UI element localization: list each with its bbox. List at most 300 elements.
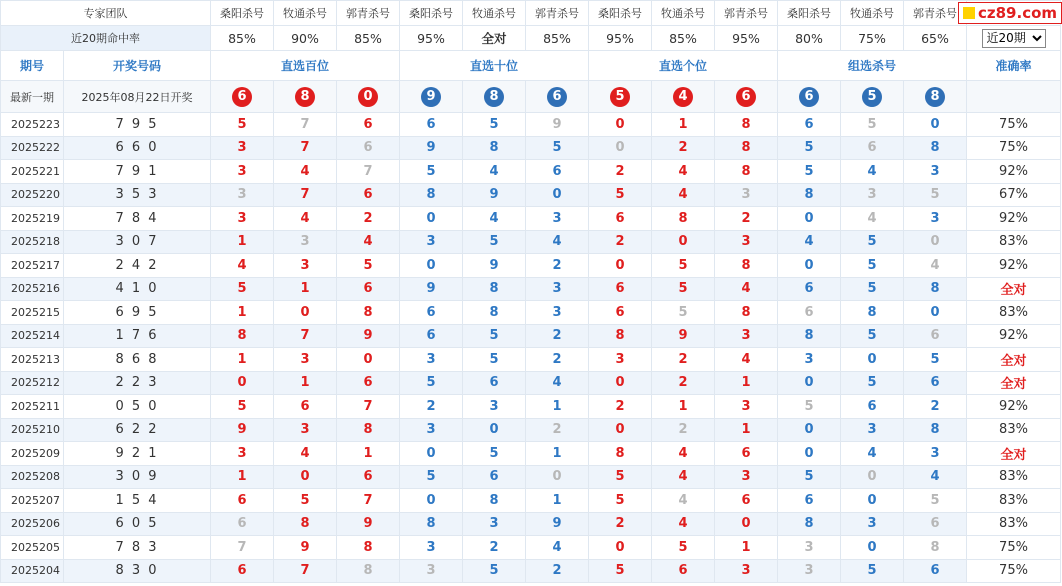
kill-number-cell: 5 [652, 536, 715, 560]
kill-number-cell: 4 [841, 160, 904, 184]
kill-number-cell: 5 [400, 371, 463, 395]
kill-number-cell: 6 [463, 371, 526, 395]
draw-number-cell: 6 2 2 [64, 418, 211, 442]
kill-number-cell: 5 [589, 559, 652, 583]
kill-number-cell: 2 [589, 512, 652, 536]
kill-number-cell: 2 [526, 348, 589, 372]
expert-name: 桑阳杀号 [400, 1, 463, 26]
col-draw: 开奖号码 [64, 51, 211, 81]
kill-number-cell: 8 [715, 113, 778, 137]
table-row [1, 277, 1061, 301]
kill-number-cell: 4 [463, 207, 526, 231]
kill-number-cell: 3 [841, 418, 904, 442]
kill-number-cell: 6 [211, 559, 274, 583]
expert-name: 牧通杀号 [463, 1, 526, 26]
accuracy-cell: 92% [967, 324, 1061, 348]
kill-number-cell: 8 [778, 512, 841, 536]
kill-number-cell: 6 [337, 465, 400, 489]
accuracy-cell: 83% [967, 465, 1061, 489]
kill-number-cell: 5 [841, 371, 904, 395]
kill-number-cell: 0 [841, 465, 904, 489]
accuracy-cell: 全对 [967, 348, 1061, 372]
kill-number-cell: 0 [589, 371, 652, 395]
kill-number-cell: 5 [589, 183, 652, 207]
kill-number-cell: 8 [337, 301, 400, 325]
kill-number-cell: 5 [211, 113, 274, 137]
kill-number-cell: 0 [778, 254, 841, 278]
kill-number-cell: 5 [463, 348, 526, 372]
draw-number-cell: 4 1 0 [64, 277, 211, 301]
kill-number-cell: 6 [589, 301, 652, 325]
latest-accuracy [967, 81, 1061, 113]
kill-number-cell: 3 [274, 348, 337, 372]
kill-number-cell: 6 [778, 113, 841, 137]
kill-number-cell: 8 [463, 136, 526, 160]
hit-rate-label: 近20期命中率 [1, 26, 211, 51]
period-cell: 2025212 [1, 371, 64, 395]
table-row [1, 371, 1061, 395]
kill-number-cell: 5 [904, 489, 967, 513]
accuracy-cell: 83% [967, 301, 1061, 325]
col-tens: 直选十位 [400, 51, 589, 81]
draw-number-cell: 3 5 3 [64, 183, 211, 207]
kill-number-cell: 1 [652, 395, 715, 419]
draw-number-cell: 8 6 8 [64, 348, 211, 372]
kill-number-cell: 2 [652, 348, 715, 372]
kill-number-cell: 9 [526, 512, 589, 536]
kill-number-cell: 5 [841, 254, 904, 278]
kill-number-cell: 6 [400, 301, 463, 325]
kill-number-cell: 6 [715, 442, 778, 466]
kill-number-cell: 1 [337, 442, 400, 466]
kill-number-cell: 4 [715, 277, 778, 301]
kill-number-cell: 3 [400, 536, 463, 560]
kill-number-cell: 5 [463, 442, 526, 466]
kill-number-cell: 5 [652, 301, 715, 325]
kill-number-cell: 7 [337, 395, 400, 419]
period-cell: 2025214 [1, 324, 64, 348]
col-units: 直选个位 [589, 51, 778, 81]
prediction-ball: 5 [862, 87, 882, 107]
prediction-ball: 4 [673, 87, 693, 107]
kill-number-cell: 5 [589, 465, 652, 489]
kill-number-cell: 8 [841, 301, 904, 325]
accuracy-cell: 全对 [967, 277, 1061, 301]
table-row [1, 160, 1061, 184]
hit-rate: 95% [589, 26, 652, 51]
period-cell: 2025216 [1, 277, 64, 301]
expert-name: 郭青杀号 [904, 1, 967, 26]
kill-number-cell: 0 [526, 465, 589, 489]
table-row [1, 559, 1061, 583]
kill-number-cell: 5 [841, 559, 904, 583]
kill-number-cell: 8 [904, 418, 967, 442]
kill-number-cell: 6 [211, 512, 274, 536]
kill-number-cell: 5 [841, 113, 904, 137]
draw-number-cell: 6 6 0 [64, 136, 211, 160]
kill-number-cell: 2 [526, 324, 589, 348]
kill-number-cell: 5 [400, 160, 463, 184]
hit-rate: 80% [778, 26, 841, 51]
kill-number-cell: 4 [778, 230, 841, 254]
kill-number-cell: 4 [652, 489, 715, 513]
kill-number-cell: 0 [589, 136, 652, 160]
kill-number-cell: 3 [400, 348, 463, 372]
expert-name: 郭青杀号 [715, 1, 778, 26]
kill-number-cell: 7 [337, 489, 400, 513]
kill-number-cell: 6 [274, 395, 337, 419]
period-cell: 2025208 [1, 465, 64, 489]
kill-number-cell: 8 [778, 324, 841, 348]
table-row [1, 536, 1061, 560]
kill-number-cell: 3 [211, 160, 274, 184]
kill-number-cell: 2 [589, 230, 652, 254]
kill-number-cell: 6 [589, 207, 652, 231]
period-cell: 2025221 [1, 160, 64, 184]
kill-number-cell: 9 [400, 277, 463, 301]
table-row [1, 207, 1061, 231]
draw-number-cell: 7 8 3 [64, 536, 211, 560]
kill-number-cell: 8 [274, 512, 337, 536]
kill-number-cell: 3 [211, 207, 274, 231]
kill-number-cell: 4 [904, 465, 967, 489]
kill-number-cell: 5 [841, 230, 904, 254]
kill-number-cell: 0 [778, 207, 841, 231]
kill-number-cell: 3 [841, 512, 904, 536]
kill-number-cell: 6 [778, 301, 841, 325]
period-cell: 2025220 [1, 183, 64, 207]
latest-row [1, 81, 1061, 113]
table-row [1, 395, 1061, 419]
kill-number-cell: 0 [904, 301, 967, 325]
kill-number-cell: 9 [526, 113, 589, 137]
period-range-select[interactable] [982, 29, 1046, 48]
kill-number-cell: 5 [463, 559, 526, 583]
kill-number-cell: 1 [652, 113, 715, 137]
kill-number-cell: 5 [526, 136, 589, 160]
prediction-ball: 8 [484, 87, 504, 107]
kill-number-cell: 8 [715, 254, 778, 278]
kill-number-cell: 3 [274, 418, 337, 442]
kill-number-cell: 2 [400, 395, 463, 419]
accuracy-cell: 92% [967, 160, 1061, 184]
kill-number-cell: 1 [274, 371, 337, 395]
kill-number-cell: 1 [715, 536, 778, 560]
kill-number-cell: 8 [463, 277, 526, 301]
accuracy-cell: 全对 [967, 371, 1061, 395]
kill-number-cell: 6 [778, 277, 841, 301]
hit-rate: 90% [274, 26, 337, 51]
kill-number-cell: 5 [904, 183, 967, 207]
kill-number-cell: 2 [652, 136, 715, 160]
kill-number-cell: 1 [211, 230, 274, 254]
kill-number-cell: 9 [337, 512, 400, 536]
period-cell: 2025205 [1, 536, 64, 560]
kill-number-cell: 8 [904, 136, 967, 160]
kill-number-cell: 7 [211, 536, 274, 560]
kill-number-cell: 3 [715, 559, 778, 583]
kill-number-cell: 4 [652, 442, 715, 466]
kill-number-cell: 1 [526, 442, 589, 466]
draw-number-cell: 6 9 5 [64, 301, 211, 325]
draw-number-cell: 2 4 2 [64, 254, 211, 278]
draw-number-cell: 7 8 4 [64, 207, 211, 231]
period-cell: 2025219 [1, 207, 64, 231]
period-cell: 2025213 [1, 348, 64, 372]
hit-rate: 65% [904, 26, 967, 51]
logo-text: cz89.com [978, 4, 1058, 22]
col-accuracy: 准确率 [967, 51, 1061, 81]
team-label: 专家团队 [1, 1, 211, 26]
kill-number-cell: 5 [463, 113, 526, 137]
kill-number-cell: 1 [274, 277, 337, 301]
latest-label: 最新一期 [1, 81, 64, 113]
kill-number-cell: 9 [400, 136, 463, 160]
kill-number-cell: 4 [652, 465, 715, 489]
kill-number-cell: 7 [274, 559, 337, 583]
accuracy-cell: 67% [967, 183, 1061, 207]
kill-number-cell: 4 [337, 230, 400, 254]
latest-date: 2025年08月22日开奖 [64, 81, 211, 113]
accuracy-cell: 75% [967, 536, 1061, 560]
kill-number-cell: 4 [715, 348, 778, 372]
draw-number-cell: 0 5 0 [64, 395, 211, 419]
prediction-ball: 6 [736, 87, 756, 107]
draw-number-cell: 7 9 5 [64, 113, 211, 137]
hit-rate-row [1, 26, 1061, 51]
kill-number-cell: 5 [778, 160, 841, 184]
draw-number-cell: 1 7 6 [64, 324, 211, 348]
kill-number-cell: 4 [526, 371, 589, 395]
kill-number-cell: 3 [904, 442, 967, 466]
kill-number-cell: 5 [841, 324, 904, 348]
kill-number-cell: 0 [904, 113, 967, 137]
accuracy-cell: 83% [967, 512, 1061, 536]
history-rows [1, 113, 1061, 583]
kill-number-cell: 8 [337, 418, 400, 442]
kill-number-cell: 5 [274, 489, 337, 513]
site-logo[interactable] [958, 2, 1062, 24]
hit-rate: 95% [400, 26, 463, 51]
kill-number-cell: 2 [526, 254, 589, 278]
kill-number-cell: 4 [274, 207, 337, 231]
kill-number-cell: 0 [274, 301, 337, 325]
kill-number-cell: 3 [715, 230, 778, 254]
kill-number-cell: 1 [526, 489, 589, 513]
kill-number-cell: 3 [589, 348, 652, 372]
kill-number-cell: 3 [715, 183, 778, 207]
kill-number-cell: 3 [211, 442, 274, 466]
kill-number-cell: 9 [652, 324, 715, 348]
hit-rate: 95% [715, 26, 778, 51]
kill-number-cell: 3 [274, 230, 337, 254]
prediction-ball: 5 [610, 87, 630, 107]
kill-number-cell: 5 [652, 277, 715, 301]
kill-number-cell: 0 [589, 536, 652, 560]
period-cell: 2025207 [1, 489, 64, 513]
kill-number-cell: 3 [526, 207, 589, 231]
kill-number-cell: 0 [463, 418, 526, 442]
expert-name: 桑阳杀号 [211, 1, 274, 26]
hit-rate: 85% [211, 26, 274, 51]
kill-number-cell: 0 [400, 489, 463, 513]
period-cell: 2025218 [1, 230, 64, 254]
kill-number-cell: 0 [337, 348, 400, 372]
table-row [1, 489, 1061, 513]
draw-number-cell: 9 2 1 [64, 442, 211, 466]
table-row [1, 324, 1061, 348]
kill-number-cell: 8 [463, 301, 526, 325]
kill-number-cell: 0 [904, 230, 967, 254]
draw-number-cell: 1 5 4 [64, 489, 211, 513]
kill-number-cell: 4 [526, 536, 589, 560]
kill-number-cell: 5 [211, 395, 274, 419]
kill-number-cell: 6 [904, 559, 967, 583]
kill-number-cell: 6 [652, 559, 715, 583]
kill-number-cell: 3 [904, 207, 967, 231]
kill-number-cell: 9 [274, 536, 337, 560]
kill-number-cell: 0 [400, 207, 463, 231]
kill-number-cell: 4 [274, 160, 337, 184]
table-row [1, 301, 1061, 325]
kill-number-cell: 8 [400, 512, 463, 536]
kill-number-cell: 1 [715, 371, 778, 395]
kill-number-cell: 5 [841, 277, 904, 301]
kill-number-cell: 3 [400, 230, 463, 254]
kill-number-cell: 0 [715, 512, 778, 536]
hit-rate: 全对 [463, 26, 526, 51]
accuracy-cell: 全对 [967, 442, 1061, 466]
kill-number-cell: 8 [778, 183, 841, 207]
accuracy-cell: 75% [967, 113, 1061, 137]
kill-number-cell: 6 [841, 395, 904, 419]
kill-number-cell: 0 [274, 465, 337, 489]
kill-number-cell: 2 [463, 536, 526, 560]
kill-number-cell: 5 [778, 395, 841, 419]
kill-number-cell: 0 [211, 371, 274, 395]
kill-number-cell: 6 [337, 136, 400, 160]
kill-number-cell: 4 [463, 160, 526, 184]
col-hundreds: 直选百位 [211, 51, 400, 81]
kill-number-cell: 9 [337, 324, 400, 348]
expert-name: 桑阳杀号 [778, 1, 841, 26]
accuracy-cell: 83% [967, 489, 1061, 513]
period-select-cell [967, 26, 1061, 51]
kill-number-cell: 8 [337, 536, 400, 560]
kill-number-cell: 0 [841, 489, 904, 513]
kill-number-cell: 6 [337, 371, 400, 395]
kill-number-cell: 6 [841, 136, 904, 160]
hit-rate: 85% [652, 26, 715, 51]
kill-number-cell: 2 [337, 207, 400, 231]
kill-number-cell: 0 [778, 371, 841, 395]
kill-number-cell: 3 [400, 559, 463, 583]
table-row [1, 183, 1061, 207]
kill-number-cell: 3 [400, 418, 463, 442]
period-cell: 2025204 [1, 559, 64, 583]
period-cell: 2025223 [1, 113, 64, 137]
period-cell: 2025217 [1, 254, 64, 278]
kill-number-cell: 8 [652, 207, 715, 231]
table-row [1, 254, 1061, 278]
kill-number-cell: 8 [337, 559, 400, 583]
table-row [1, 348, 1061, 372]
expert-name: 郭青杀号 [526, 1, 589, 26]
kill-number-cell: 9 [463, 254, 526, 278]
kill-number-cell: 2 [904, 395, 967, 419]
expert-name: 牧通杀号 [841, 1, 904, 26]
kill-number-cell: 3 [526, 301, 589, 325]
kill-number-cell: 5 [337, 254, 400, 278]
kill-number-cell: 7 [337, 160, 400, 184]
kill-number-cell: 7 [274, 113, 337, 137]
kill-number-cell: 0 [526, 183, 589, 207]
kill-number-cell: 8 [211, 324, 274, 348]
accuracy-cell: 92% [967, 207, 1061, 231]
period-cell: 2025211 [1, 395, 64, 419]
kill-number-cell: 3 [778, 559, 841, 583]
period-cell: 2025206 [1, 512, 64, 536]
kill-number-cell: 5 [652, 254, 715, 278]
draw-number-cell: 3 0 7 [64, 230, 211, 254]
table-row [1, 136, 1061, 160]
kill-number-cell: 6 [337, 113, 400, 137]
kill-number-cell: 5 [778, 465, 841, 489]
kill-number-cell: 6 [400, 113, 463, 137]
kill-number-cell: 6 [337, 277, 400, 301]
kill-number-cell: 0 [652, 230, 715, 254]
kill-number-cell: 3 [778, 348, 841, 372]
kill-number-cell: 1 [211, 465, 274, 489]
kill-number-cell: 6 [337, 183, 400, 207]
kill-number-cell: 6 [778, 489, 841, 513]
accuracy-cell: 92% [967, 254, 1061, 278]
kill-number-cell: 2 [652, 371, 715, 395]
draw-number-cell: 2 2 3 [64, 371, 211, 395]
kill-number-cell: 0 [841, 536, 904, 560]
kill-number-cell: 5 [400, 465, 463, 489]
kill-number-cell: 2 [526, 559, 589, 583]
kill-number-cell: 7 [274, 136, 337, 160]
accuracy-cell: 92% [967, 395, 1061, 419]
kill-number-cell: 2 [715, 207, 778, 231]
draw-number-cell: 3 0 9 [64, 465, 211, 489]
kill-number-cell: 6 [526, 160, 589, 184]
table-row [1, 230, 1061, 254]
kill-number-cell: 0 [400, 254, 463, 278]
column-header-row [1, 51, 1061, 81]
expert-name: 牧通杀号 [652, 1, 715, 26]
kill-number-cell: 1 [715, 418, 778, 442]
prediction-ball: 6 [799, 87, 819, 107]
kill-number-cell: 2 [526, 418, 589, 442]
kill-number-cell: 4 [652, 512, 715, 536]
kill-number-cell: 3 [715, 395, 778, 419]
kill-number-cell: 3 [463, 512, 526, 536]
prediction-ball: 6 [547, 87, 567, 107]
kill-number-cell: 8 [904, 536, 967, 560]
kill-number-cell: 8 [715, 160, 778, 184]
period-cell: 2025215 [1, 301, 64, 325]
kill-number-cell: 0 [778, 418, 841, 442]
kill-number-cell: 1 [211, 348, 274, 372]
kill-number-cell: 8 [589, 442, 652, 466]
prediction-ball: 0 [358, 87, 378, 107]
kill-number-cell: 6 [715, 489, 778, 513]
kill-number-cell: 6 [589, 277, 652, 301]
expert-name: 牧通杀号 [274, 1, 337, 26]
accuracy-cell: 83% [967, 230, 1061, 254]
